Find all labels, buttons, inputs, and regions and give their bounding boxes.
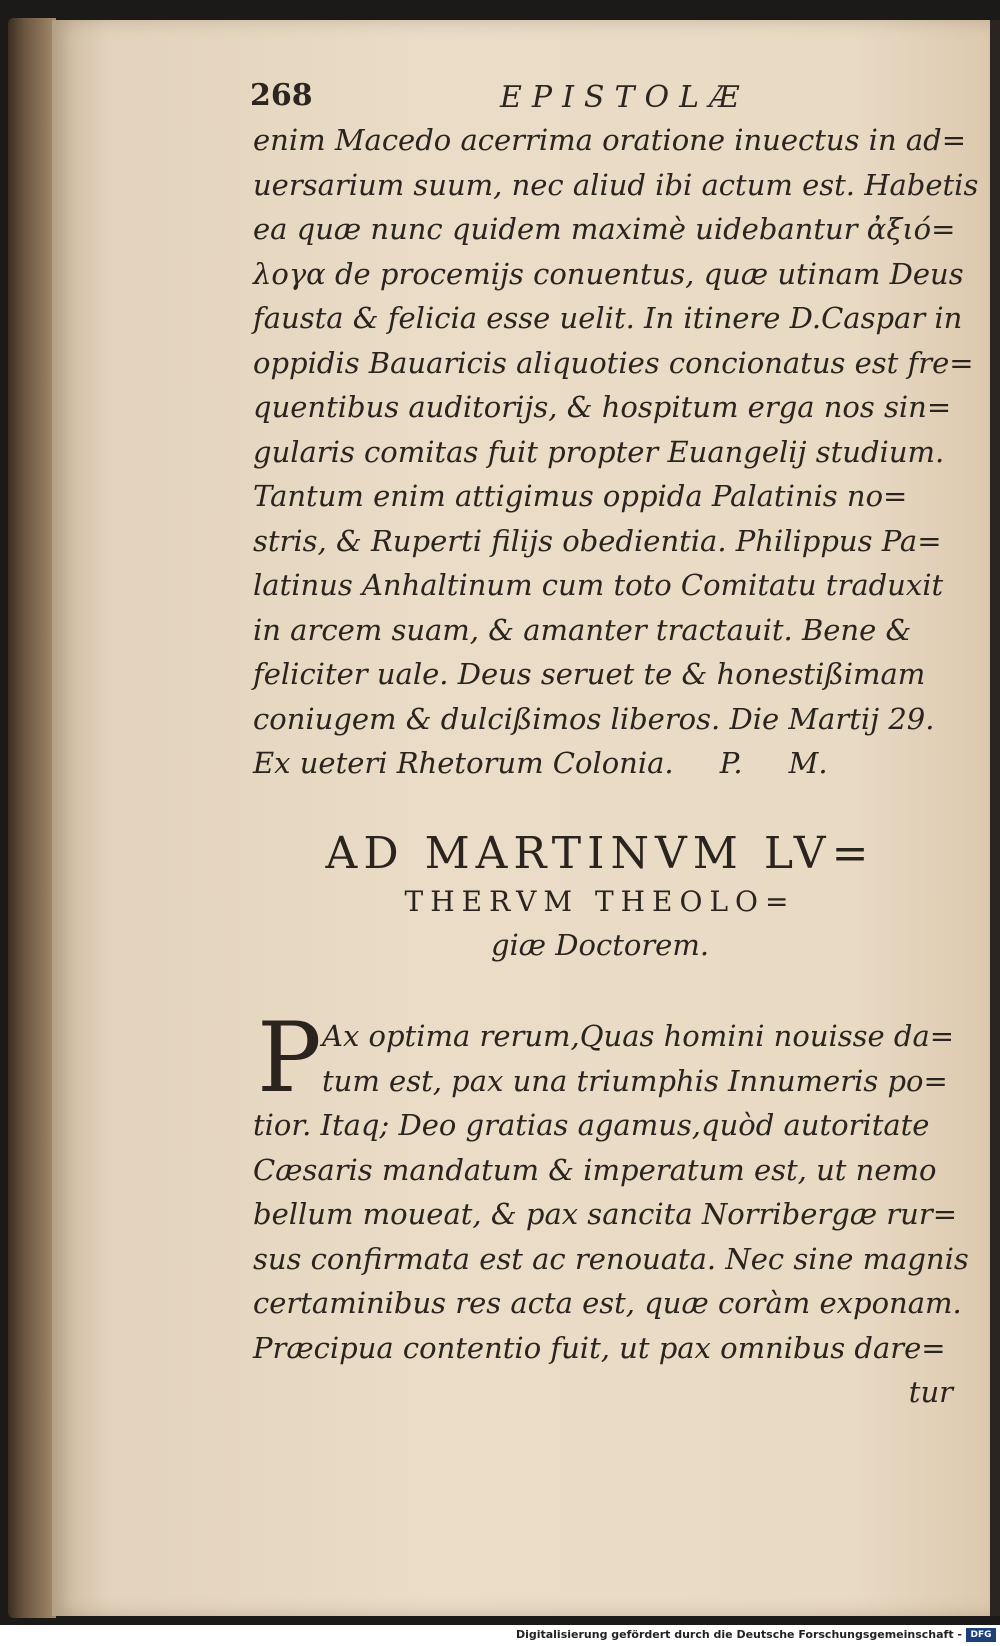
- text-line: gularis comitas fuit propter Euangelij studium.: [253, 434, 945, 469]
- footer-bar: [0, 1625, 1000, 1646]
- text-line: tum est, pax una triumphis Innumeris po=: [322, 1063, 948, 1098]
- text-line: Tantum enim attigimus oppida Palatinis no=: [253, 479, 908, 513]
- letter-text-1: [253, 118, 979, 786]
- text-line: tior. Itaq; Deo gratias agamus,quòd autoritate: [253, 1108, 930, 1142]
- dfg-logo-icon: DFG: [966, 1628, 996, 1642]
- book-spine: [8, 18, 56, 1618]
- text-line: ea quæ nunc quidem maximè uidebantur ἀξιό=: [253, 212, 956, 246]
- text-line: stris, & Ruperti filijs obedientia. Philippus Pa=: [253, 523, 942, 558]
- text-line: quentibus auditorijs, & hospitum erga nos sin=: [253, 390, 952, 424]
- text-line: Præcipua contentio fuit, ut pax omnibus dare=: [253, 1330, 946, 1365]
- text-line: in arcem suam, & amanter tractauit. Bene &: [253, 612, 912, 647]
- letter-heading-line-1: AD MARTINVM LV=: [325, 828, 875, 879]
- letter-heading-line-2: THERVM THEOLO=: [404, 885, 796, 918]
- letter-heading-line-3: giæ Doctorem.: [490, 928, 710, 962]
- text-line: bellum moueat, & pax sancita Norribergæ rur=: [253, 1197, 958, 1231]
- catchword: tur: [908, 1375, 953, 1409]
- text-line: Ax optima rerum,Quas homini nouisse da=: [322, 1019, 955, 1053]
- running-head: EPISTOLÆ: [500, 80, 750, 115]
- page-number: 268: [250, 78, 313, 113]
- text-line: oppidis Bauaricis aliquoties concionatus est fre=: [253, 345, 974, 380]
- letter-text-2-opening: [322, 1014, 962, 1103]
- text-line: certaminibus res acta est, quæ coràm exponam.: [253, 1286, 962, 1320]
- text-line: feliciter uale. Deus seruet te & honestißimam: [253, 657, 926, 691]
- text-line: fausta & felicia esse uelit. In itinere D.Caspar in: [253, 301, 963, 335]
- page-edge: [990, 20, 1000, 1616]
- funding-credit: Digitalisierung gefördert durch die Deutsche Forschungsgemeinschaft -: [515, 1628, 962, 1641]
- text-line: sus confirmata est ac renouata. Nec sine magnis: [253, 1241, 969, 1276]
- drop-cap-initial: P: [257, 1002, 322, 1114]
- text-line: latinus Anhaltinum cum toto Comitatu traduxit: [253, 568, 944, 602]
- text-line: coniugem & dulcißimos liberos. Die Martij 29.: [253, 701, 935, 736]
- text-line: λογα de procemijs conuentus, quæ utinam Deus: [253, 256, 964, 291]
- page-header: [250, 78, 950, 118]
- text-line: Cæsaris mandatum & imperatum est, ut nemo: [253, 1152, 937, 1187]
- text-line: enim Macedo acerrima oratione inuectus in ad=: [253, 123, 967, 157]
- text-line: uersarium suum, nec aliud ibi actum est. Habetis: [253, 167, 979, 202]
- text-line: Ex ueteri Rhetorum Colonia. P. M.: [253, 746, 828, 780]
- letter-text-2: [253, 1103, 969, 1415]
